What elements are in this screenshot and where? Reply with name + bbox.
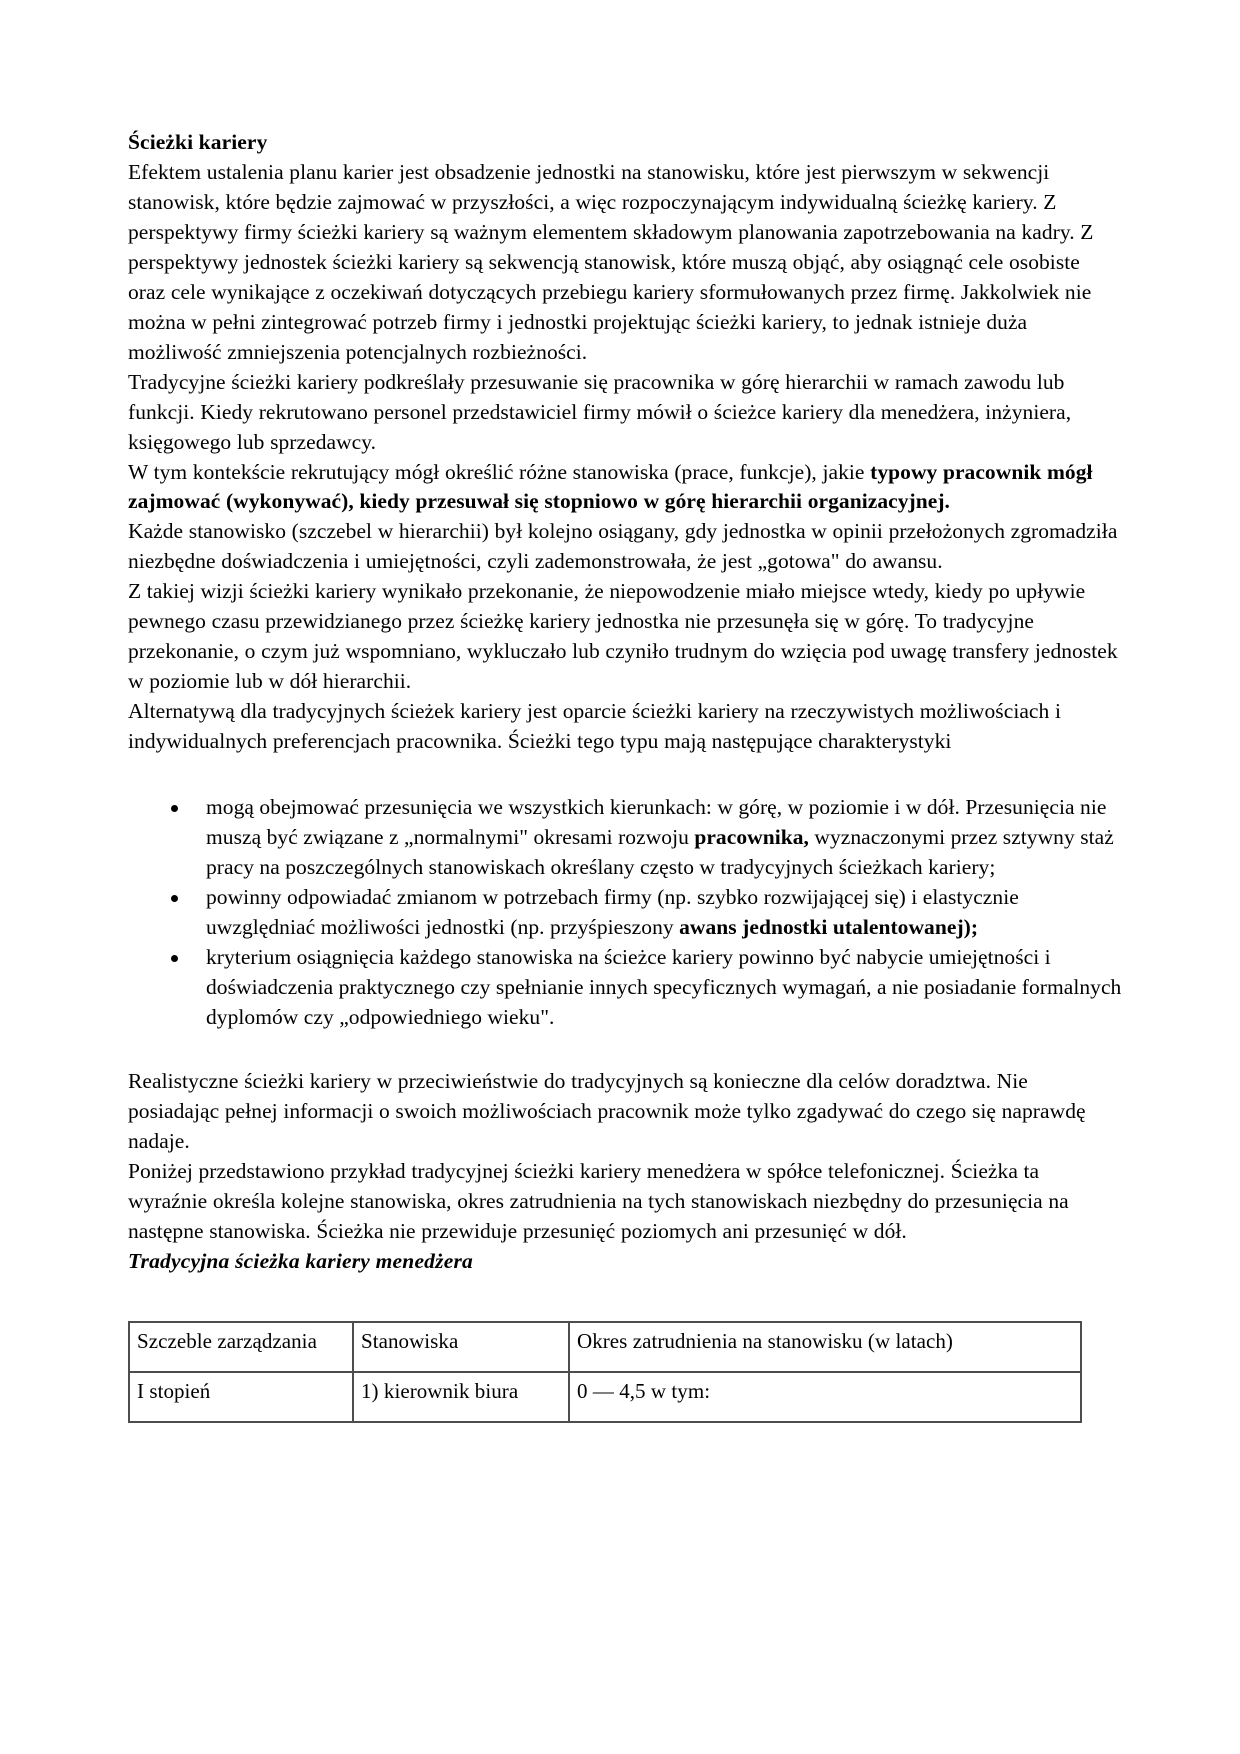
- text-run: wyznaczonymi przez sztywny staż pracy na poszczególnych stanowiskach określany często w tradycyjnych ścieżkach kariery;: [206, 825, 1114, 880]
- text-run: kryterium osiągnięcia każdego stanowiska na ścieżce kariery powinno być nabycie umiejętności i doświadczenia praktycznego czy spełnianie innych specyficznych wymagań, a nie posiadanie formalnych dyplomów czy „odpowiedniego wieku".: [206, 945, 1122, 1030]
- text-run: powinny odpowiadać zmianom w potrzebach firmy (np. szybko rozwijającej się) i elastycznie uwzględniać możliwości jednostki (np. przyśpieszony: [206, 885, 1019, 940]
- text-run: mogą obejmować przesunięcia we wszystkich kierunkach: w górę, w poziomie i w dół. Przesunięcia nie muszą być związane z „normalnymi" okresami rozwoju: [206, 795, 1107, 850]
- text-run: typowy pracownik mógł zajmować (wykonywać), kiedy przesuwał się stopniowo w górę hierarchii organizacyjnej.: [128, 459, 1093, 514]
- page-title: Ścieżki kariery: [128, 130, 268, 154]
- text-run: Każde stanowisko (szczebel w hierarchii) był kolejno osiągany, gdy jednostka w opinii przełożonych zgromadziła niezbędne doświadczenia i umiejętności, czyli zademonstrowała, że jest „gotowa" do awansu.: [128, 519, 1118, 574]
- text-run: Tradycyjne ścieżki kariery podkreślały przesuwanie się pracownika w górę hierarchii w ramach zawodu lub funkcji. Kiedy rekrutowano personel przedstawiciel firmy mówił o ścieżce kariery dla menedżera, inżyniera, księgowego lub sprzedawcy.: [128, 369, 1072, 454]
- text-run: W tym kontekście rekrutujący mógł określić różne stanowiska (prace, funkcje), jakie: [128, 459, 871, 484]
- text-run: Alternatywą dla tradycyjnych ścieżek kariery jest oparcie ścieżki kariery na rzeczywistych możliwościach i indywidualnych preferencjach pracownika. Ścieżki tego typu mają następujące charakterystyki: [128, 699, 1061, 754]
- paragraph-8: [128, 1157, 1122, 1247]
- text-run: awans jednostki utalentowanej);: [679, 915, 979, 940]
- section-heading: Tradycyjna ścieżka kariery menedżera: [128, 1249, 473, 1274]
- paragraph-1: [128, 158, 1122, 368]
- list-item: [128, 943, 1122, 1033]
- table-header-cell: Stanowiska: [353, 1322, 569, 1372]
- table-cell: 1) kierownik biura: [353, 1372, 569, 1422]
- paragraph-7: [128, 1067, 1122, 1157]
- list-spacer-bottom: [128, 1033, 1122, 1067]
- table-header-row: [129, 1322, 1081, 1372]
- list-item: [128, 883, 1122, 943]
- career-table-wrapper: [128, 1321, 1122, 1423]
- text-run: Z takiej wizji ścieżki kariery wynikało przekonanie, że niepowodzenie miało miejsce wtedy, kiedy po upływie pewnego czasu przewidzianego przez ścieżkę kariery jednostka nie przesunęła się w górę. To tradycyjne przekonanie, o czym już wspomniano, wykluczało lub czyniło trudnym do wzięcia pod uwagę transfery jednostek w poziomie lub w dół hierarchii.: [128, 579, 1118, 694]
- bullet-dot-icon: [171, 895, 178, 902]
- list-spacer-top: [128, 757, 1122, 793]
- paragraph-2: [128, 368, 1122, 458]
- text-run: Efektem ustalenia planu karier jest obsadzenie jednostki na stanowisku, które jest pierwszym w sekwencji stanowisk, które będzie zajmować w przyszłości, a więc rozpoczynającym indywidualną ścieżkę kariery. Z perspektywy firmy ścieżki kariery są ważnym elementem składowym planowania zapotrzebowania na kadry. Z perspektywy jednostek ścieżki kariery są sekwencją stanowisk, które muszą objąć, aby osiągnąć cele osobiste oraz cele wynikające z oczekiwań dotyczących przebiegu kariery sformułowanych przez firmę. Jakkolwiek nie można w pełni zintegrować potrzeb firmy i jednostki projektując ścieżki kariery, to jednak istnieje duża możliwość zmniejszenia potencjalnych rozbieżności.: [128, 159, 1094, 364]
- table-cell: I stopień: [129, 1372, 353, 1422]
- paragraph-6: [128, 697, 1122, 757]
- text-run: pracownika,: [694, 825, 809, 850]
- paragraph-4: [128, 517, 1122, 577]
- list-item: [128, 793, 1122, 883]
- bullet-dot-icon: [171, 805, 178, 812]
- paragraph-5: [128, 577, 1122, 697]
- career-table-body: [129, 1322, 1081, 1422]
- text-run: Poniżej przedstawiono przykład tradycyjnej ścieżki kariery menedżera w spółce telefonicznej. Ścieżka ta wyraźnie określa kolejne stanowiska, okres zatrudnienia na tych stanowiskach niezbędny do przesunięcia na następne stanowiska. Ścieżka nie przewiduje przesunięć poziomych ani przesunięć w dół.: [128, 1159, 1069, 1244]
- career-table: [128, 1321, 1082, 1423]
- text-run: Realistyczne ścieżki kariery w przeciwieństwie do tradycyjnych są konieczne dla celów doradztwa. Nie posiadając pełnej informacji o swoich możliwościach pracownik może tylko zgadywać do czego się naprawdę nadaje.: [128, 1069, 1086, 1154]
- table-header-cell: Szczeble zarządzania: [129, 1322, 353, 1372]
- characteristics-list: [128, 793, 1122, 1033]
- table-cell: 0 — 4,5 w tym:: [569, 1372, 1081, 1422]
- table-header-cell: Okres zatrudnienia na stanowisku (w latach): [569, 1322, 1081, 1372]
- table-row: [129, 1372, 1081, 1422]
- bullet-dot-icon: [171, 955, 178, 962]
- paragraph-3: [128, 458, 1122, 518]
